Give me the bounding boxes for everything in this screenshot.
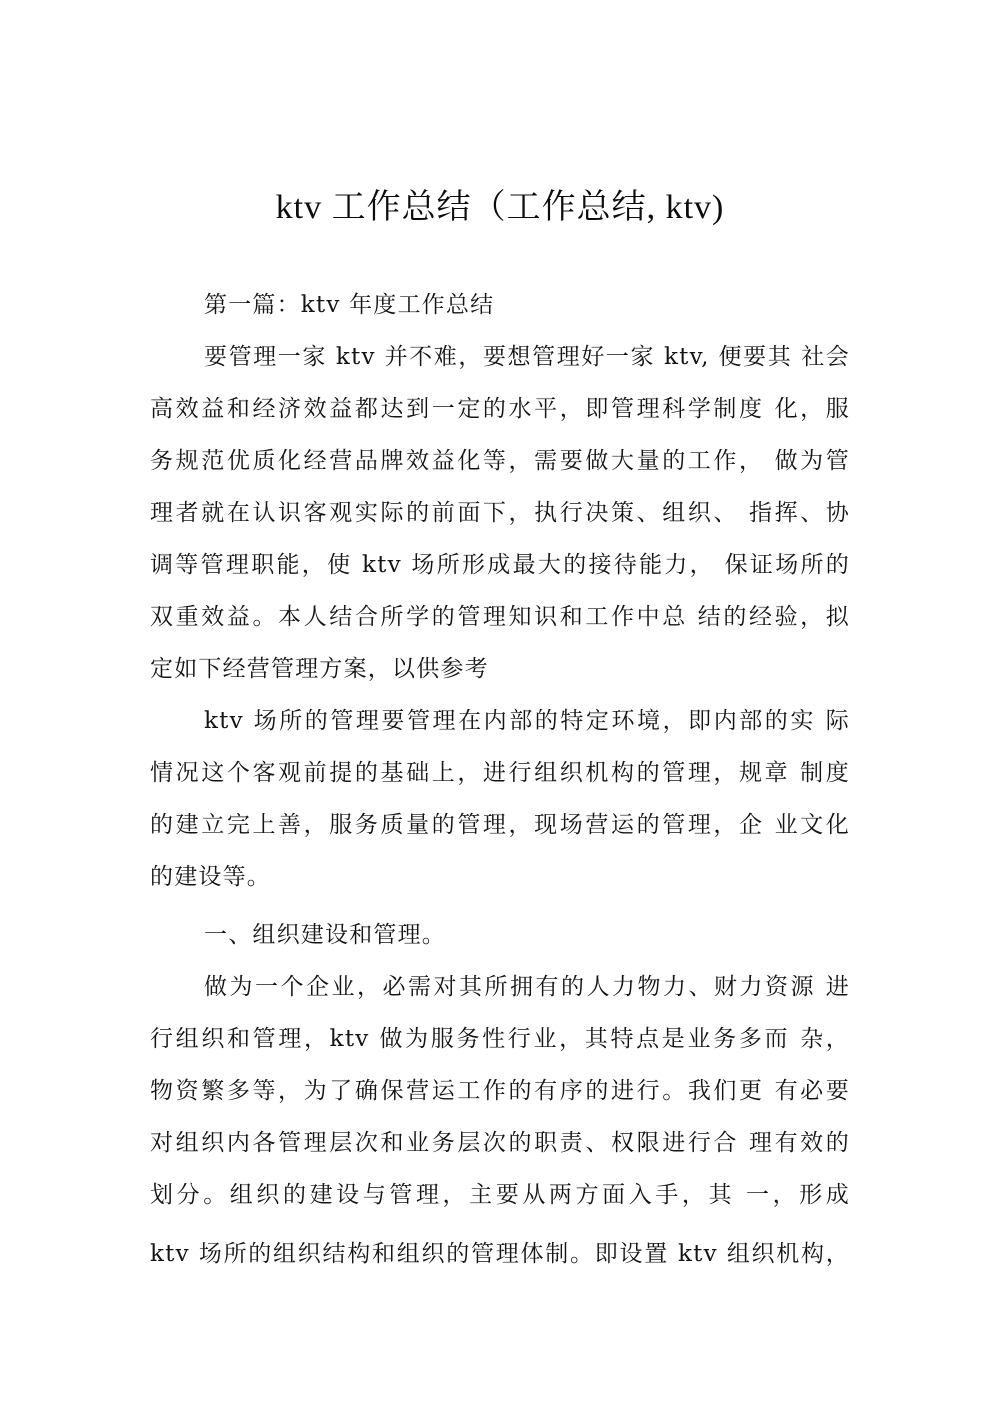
paragraph-line: 行组织和管理，ktv 做为服务性行业，其特点是业务多而 杂， [150,1026,850,1052]
paragraph-line: 第一篇：ktv 年度工作总结 [204,292,495,318]
paragraph-line: 高效益和经济效益都达到一定的水平，即管理科学制度 化，服 [150,396,850,422]
paragraph-line: 双重效益。本人结合所学的管理知识和工作中总 结的经验，拟 [150,604,850,630]
paragraph-line: 物资繁多等，为了确保营运工作的有序的进行。我们更 有必要 [150,1078,850,1104]
document-title: ktv 工作总结（工作总结, ktv) [275,189,725,226]
paragraph-line: ktv 场所的管理要管理在内部的特定环境，即内部的实 际 [204,708,850,734]
paragraph-line: 调等管理职能，使 ktv 场所形成最大的接待能力， 保证场所的 [150,552,850,578]
paragraph-line: 要管理一家 ktv 并不难，要想管理好一家 ktv, 便要其 社会 [204,344,850,370]
paragraph-line: 的建立完上善，服务质量的管理，现场营运的管理，企 业文化 [150,812,850,838]
paragraph-line: 一、组织建设和管理。 [204,922,446,948]
paragraph-line: ktv 场所的组织结构和组织的管理体制。即设置 ktv 组织机构， [150,1241,850,1267]
paragraph-line: 定如下经营管理方案，以供参考 [150,656,489,682]
paragraph-line: 做为一个企业，必需对其所拥有的人力物力、财力资源 进 [204,974,850,1000]
paragraph-line: 划分。组织的建设与管理，主要从两方面入手，其 一，形成 [150,1182,850,1208]
paragraph-line: 务规范优质化经营品牌效益化等，需要做大量的工作， 做为管 [150,448,850,474]
paragraph-line: 对组织内各管理层次和业务层次的职责、权限进行合 理有效的 [150,1130,850,1156]
paragraph-line: 情况这个客观前提的基础上，进行组织机构的管理，规章 制度 [150,760,850,786]
paragraph-line: 理者就在认识客观实际的前面下，执行决策、组织、 指挥、协 [150,500,850,526]
paragraph-line: 的建设等。 [150,864,271,890]
